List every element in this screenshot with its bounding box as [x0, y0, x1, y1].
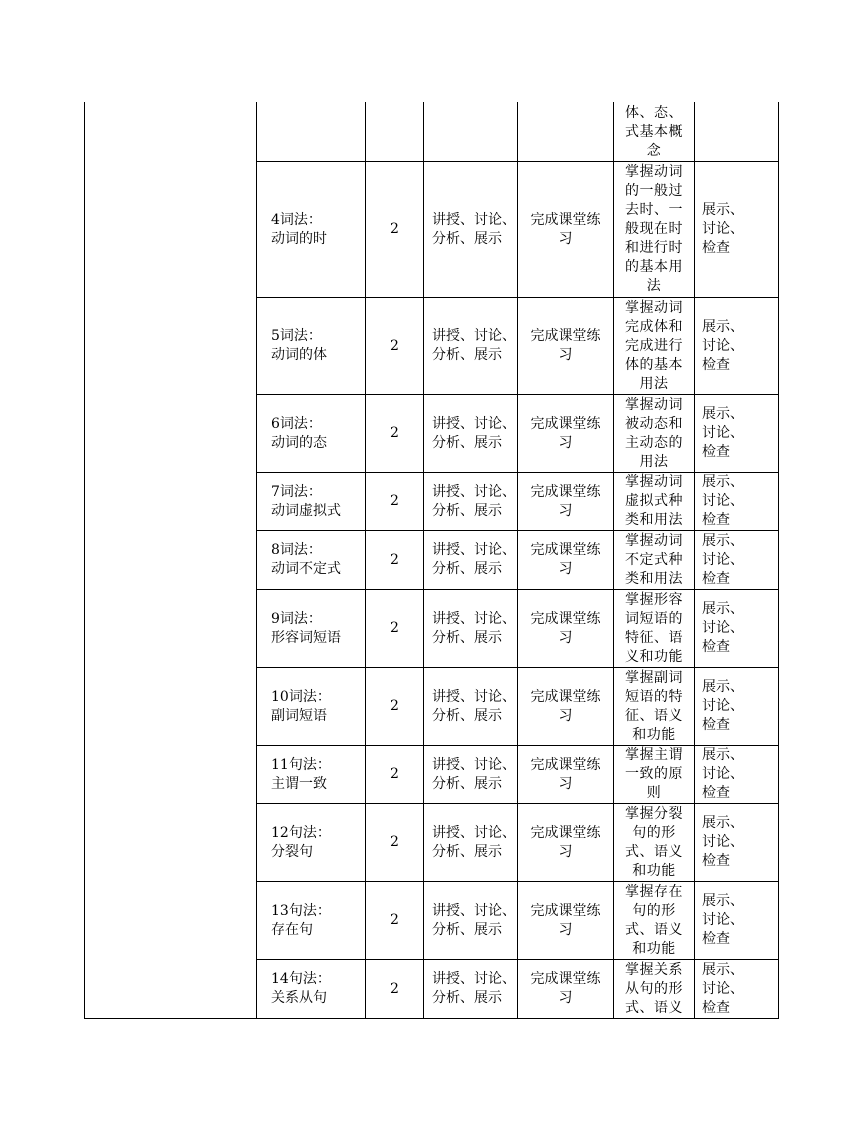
assessment-cell-line: 讨论、 — [702, 620, 744, 636]
method-cell-line: 讲授、讨论、 — [432, 483, 516, 500]
hours-cell-line: 2 — [390, 912, 399, 928]
task-cell — [518, 473, 613, 530]
method-cell-line: 分析、展示 — [432, 502, 502, 519]
assessment-cell-line: 讨论、 — [702, 766, 744, 782]
method-cell-line: 分析、展示 — [432, 921, 502, 938]
topic-cell-line: 形容词短语 — [271, 629, 341, 646]
method-cell-line: 分析、展示 — [432, 434, 502, 451]
assessment-cell-line: 讨论、 — [702, 493, 744, 509]
hours-cell — [366, 804, 423, 881]
task-cell-line: 完成课堂练 — [530, 971, 601, 987]
method-cell — [424, 804, 517, 881]
goal-cell-line: 主动态的 — [625, 434, 683, 451]
goal-cell-line: 从句的形 — [625, 980, 683, 997]
hours-cell — [366, 162, 423, 297]
task-cell-line: 习 — [558, 561, 573, 577]
assessment-cell — [695, 668, 778, 745]
assessment-cell-line: 讨论、 — [702, 834, 744, 850]
assessment-cell-line: 展示、 — [702, 601, 744, 617]
task-cell-line: 习 — [558, 707, 573, 724]
goal-cell-line: 的基本用 — [625, 259, 683, 275]
goal-cell-line: 句的形 — [632, 902, 676, 919]
syllabus-table — [84, 102, 778, 1018]
task-cell-line: 习 — [558, 347, 573, 363]
goal-cell — [614, 298, 694, 394]
method-cell-line: 分析、展示 — [432, 990, 502, 1006]
goal-cell-line: 被动态和 — [625, 415, 683, 432]
task-cell — [518, 395, 613, 472]
assessment-cell-line: 讨论、 — [702, 551, 744, 568]
task-cell-line: 习 — [558, 434, 573, 451]
topic-cell-line: 5词法： — [271, 328, 322, 344]
task-cell-line: 完成课堂练 — [530, 902, 601, 919]
hours-cell-line: 2 — [390, 980, 399, 997]
topic-cell — [257, 746, 365, 803]
goal-cell — [614, 590, 694, 667]
hours-cell-line: 2 — [390, 766, 399, 782]
method-cell-line: 分析、展示 — [432, 775, 502, 792]
method-cell — [424, 395, 517, 472]
goal-cell-line: 义和功能 — [625, 648, 683, 665]
goal-cell-line: 句的形 — [632, 824, 676, 841]
goal-cell-line: 类和用法 — [625, 570, 683, 587]
task-cell-line: 习 — [558, 629, 573, 646]
method-cell — [424, 590, 517, 667]
hours-cell-line: 2 — [390, 834, 399, 850]
goal-cell-line: 掌握副词 — [625, 669, 683, 686]
goal-cell-line: 体、态、 — [625, 104, 683, 121]
table-vertical-rule — [84, 102, 85, 1018]
assessment-cell-line: 展示、 — [702, 679, 744, 695]
task-cell-line: 习 — [558, 502, 573, 519]
goal-cell-line: 掌握主谓 — [625, 747, 683, 763]
task-cell — [518, 162, 613, 297]
topic-cell-line: 10词法： — [271, 688, 331, 705]
assessment-cell-line: 讨论、 — [702, 425, 744, 441]
task-cell-line: 完成课堂练 — [530, 688, 601, 705]
task-cell-line: 完成课堂练 — [530, 756, 601, 773]
method-cell — [424, 668, 517, 745]
assessment-cell-line: 展示、 — [702, 815, 744, 831]
goal-cell-line: 般现在时 — [625, 221, 683, 237]
topic-cell-line: 12句法： — [271, 824, 331, 841]
table-horizontal-rule — [84, 1018, 779, 1019]
assessment-cell — [695, 531, 778, 589]
task-cell-line: 完成课堂练 — [530, 824, 601, 841]
topic-cell-line: 动词虚拟式 — [271, 502, 341, 519]
hours-cell-line: 2 — [390, 425, 399, 441]
task-cell — [518, 590, 613, 667]
method-cell-line: 分析、展示 — [432, 707, 502, 724]
goal-cell-line: 掌握动词 — [625, 299, 683, 316]
method-cell-line: 讲授、讨论、 — [432, 971, 516, 987]
topic-cell-line: 动词的体 — [271, 347, 327, 363]
topic-cell — [257, 590, 365, 667]
goal-cell-line: 用法 — [639, 453, 669, 470]
topic-cell-line: 动词的态 — [271, 434, 327, 451]
hours-cell-line: 2 — [390, 698, 399, 714]
topic-cell-line: 分裂句 — [271, 843, 313, 860]
topic-cell — [257, 960, 365, 1018]
method-cell-line: 分析、展示 — [432, 347, 502, 363]
hours-cell-line: 2 — [390, 551, 399, 568]
method-cell — [424, 960, 517, 1018]
goal-cell-line: 则 — [646, 785, 662, 801]
method-cell-line: 讲授、讨论、 — [432, 415, 516, 432]
assessment-cell-line: 检查 — [702, 356, 730, 373]
assessment-cell — [695, 960, 778, 1018]
goal-cell — [614, 103, 694, 161]
assessment-cell-line: 展示、 — [702, 961, 744, 978]
goal-cell — [614, 882, 694, 959]
goal-cell-line: 完成进行 — [625, 337, 683, 354]
method-cell-line: 分析、展示 — [432, 843, 502, 860]
task-cell-line: 习 — [558, 230, 573, 247]
assessment-cell-line: 讨论、 — [702, 698, 744, 714]
method-cell-line: 讲授、讨论、 — [432, 328, 516, 344]
topic-cell — [257, 668, 365, 745]
hours-cell — [366, 473, 423, 530]
task-cell-line: 完成课堂练 — [530, 483, 601, 500]
topic-cell — [257, 531, 365, 589]
assessment-cell-line: 检查 — [702, 717, 730, 733]
goal-cell — [614, 746, 694, 803]
goal-cell — [614, 668, 694, 745]
method-cell-line: 讲授、讨论、 — [432, 902, 516, 919]
goal-cell-line: 掌握动词 — [625, 532, 683, 549]
assessment-cell — [695, 882, 778, 959]
method-cell-line: 分析、展示 — [432, 629, 502, 646]
hours-cell — [366, 668, 423, 745]
assessment-cell-line: 检查 — [702, 512, 730, 528]
assessment-cell-line: 展示、 — [702, 893, 744, 909]
assessment-cell-line: 展示、 — [702, 747, 744, 763]
assessment-cell-line: 展示、 — [702, 406, 744, 422]
method-cell — [424, 298, 517, 394]
goal-cell-line: 短语的特 — [625, 688, 683, 705]
assessment-cell-line: 检查 — [702, 639, 730, 655]
hours-cell-line: 2 — [390, 493, 399, 509]
goal-cell-line: 和进行时 — [625, 240, 683, 256]
method-cell — [424, 882, 517, 959]
method-cell-line: 讲授、讨论、 — [432, 756, 516, 773]
goal-cell-line: 虚拟式种 — [625, 493, 683, 509]
topic-cell-line: 动词不定式 — [271, 561, 341, 577]
goal-cell-line: 用法 — [639, 375, 669, 392]
goal-cell-line: 征、语义 — [625, 707, 683, 724]
goal-cell-line: 体的基本 — [625, 356, 683, 373]
goal-cell-line: 掌握动词 — [625, 164, 683, 180]
goal-cell-line: 和功能 — [632, 940, 676, 957]
assessment-cell — [695, 395, 778, 472]
topic-cell — [257, 882, 365, 959]
method-cell-line: 讲授、讨论、 — [432, 211, 516, 228]
assessment-cell-line: 展示、 — [702, 532, 744, 549]
topic-cell-line: 关系从句 — [271, 990, 327, 1006]
assessment-cell-line: 讨论、 — [702, 912, 744, 928]
topic-cell-line: 主谓一致 — [271, 775, 327, 792]
hours-cell — [366, 882, 423, 959]
goal-cell — [614, 531, 694, 589]
task-cell-line: 完成课堂练 — [530, 542, 601, 558]
assessment-cell-line: 展示、 — [702, 202, 744, 218]
method-cell-line: 讲授、讨论、 — [432, 824, 516, 841]
goal-cell-line: 和功能 — [632, 862, 676, 879]
method-cell-line: 分析、展示 — [432, 230, 502, 247]
assessment-cell-line: 检查 — [702, 570, 730, 587]
goal-cell-line: 式、语义 — [625, 843, 683, 860]
topic-cell — [257, 395, 365, 472]
topic-cell-line: 14句法： — [271, 971, 331, 987]
goal-cell-line: 式基本概 — [625, 123, 683, 140]
assessment-cell-line: 检查 — [702, 999, 730, 1016]
hours-cell-line: 2 — [390, 221, 399, 237]
assessment-cell — [695, 804, 778, 881]
goal-cell-line: 掌握存在 — [625, 883, 683, 900]
goal-cell-line: 掌握关系 — [625, 961, 683, 978]
goal-cell-line: 掌握分裂 — [625, 805, 683, 822]
task-cell-line: 完成课堂练 — [530, 610, 601, 627]
method-cell-line: 讲授、讨论、 — [432, 610, 516, 627]
assessment-cell-line: 检查 — [702, 785, 730, 801]
goal-cell-line: 式、语义 — [625, 921, 683, 938]
assessment-cell-line: 检查 — [702, 240, 730, 256]
goal-cell-line: 完成体和 — [625, 318, 683, 335]
goal-cell-line: 和功能 — [632, 726, 676, 743]
goal-cell — [614, 960, 694, 1018]
task-cell-line: 习 — [558, 990, 573, 1006]
assessment-cell-line: 展示、 — [702, 474, 744, 490]
topic-cell-line: 6词法： — [271, 415, 322, 432]
task-cell-line: 习 — [558, 775, 573, 792]
hours-cell-line: 2 — [390, 337, 399, 354]
assessment-cell-line: 讨论、 — [702, 337, 744, 354]
assessment-cell-line: 检查 — [702, 853, 730, 869]
method-cell-line: 讲授、讨论、 — [432, 542, 516, 558]
goal-cell-line: 去时、一 — [625, 202, 683, 218]
topic-cell-line: 13句法： — [271, 902, 331, 919]
topic-cell-line: 7词法： — [271, 483, 322, 500]
assessment-cell-line: 检查 — [702, 444, 730, 460]
topic-cell-line: 8词法： — [271, 542, 322, 558]
topic-cell-line: 4词法： — [271, 211, 322, 228]
task-cell — [518, 882, 613, 959]
goal-cell — [614, 473, 694, 530]
task-cell-line: 完成课堂练 — [530, 211, 601, 228]
goal-cell-line: 掌握动词 — [625, 474, 683, 490]
goal-cell-line: 念 — [646, 142, 662, 159]
assessment-cell — [695, 162, 778, 297]
method-cell-line: 讲授、讨论、 — [432, 688, 516, 705]
topic-cell-line: 动词的时 — [271, 230, 327, 247]
goal-cell — [614, 804, 694, 881]
method-cell — [424, 162, 517, 297]
goal-cell-line: 特征、语 — [625, 629, 683, 646]
hours-cell — [366, 960, 423, 1018]
goal-cell — [614, 395, 694, 472]
goal-cell-line: 法 — [646, 278, 662, 294]
assessment-cell-line: 检查 — [702, 931, 730, 947]
task-cell-line: 习 — [558, 921, 573, 938]
assessment-cell-line: 讨论、 — [702, 980, 744, 997]
method-cell-line: 分析、展示 — [432, 561, 502, 577]
assessment-cell — [695, 590, 778, 667]
hours-cell — [366, 590, 423, 667]
assessment-cell — [695, 473, 778, 530]
goal-cell — [614, 162, 694, 297]
topic-cell-line: 副词短语 — [271, 707, 327, 724]
task-cell — [518, 298, 613, 394]
hours-cell-line: 2 — [390, 620, 399, 636]
goal-cell-line: 式、语义 — [625, 999, 683, 1016]
hours-cell — [366, 746, 423, 803]
method-cell — [424, 746, 517, 803]
goal-cell-line: 类和用法 — [625, 512, 683, 528]
goal-cell-line: 掌握动词 — [625, 396, 683, 413]
topic-cell — [257, 804, 365, 881]
goal-cell-line: 掌握形容 — [625, 591, 683, 608]
assessment-cell — [695, 746, 778, 803]
topic-cell — [257, 298, 365, 394]
topic-cell-line: 11句法： — [271, 756, 331, 773]
goal-cell-line: 的一般过 — [625, 183, 683, 199]
task-cell-line: 完成课堂练 — [530, 415, 601, 432]
assessment-cell-line: 展示、 — [702, 318, 744, 335]
task-cell-line: 完成课堂练 — [530, 328, 601, 344]
topic-cell — [257, 162, 365, 297]
task-cell — [518, 804, 613, 881]
task-cell — [518, 668, 613, 745]
hours-cell — [366, 531, 423, 589]
method-cell — [424, 531, 517, 589]
task-cell — [518, 960, 613, 1018]
assessment-cell-line: 讨论、 — [702, 221, 744, 237]
method-cell — [424, 473, 517, 530]
goal-cell-line: 不定式种 — [625, 551, 683, 568]
topic-cell-line: 存在句 — [271, 921, 313, 938]
topic-cell-line: 9词法： — [271, 610, 322, 627]
task-cell — [518, 531, 613, 589]
assessment-cell — [695, 298, 778, 394]
topic-cell — [257, 473, 365, 530]
goal-cell-line: 一致的原 — [625, 766, 683, 782]
task-cell — [518, 746, 613, 803]
task-cell-line: 习 — [558, 843, 573, 860]
hours-cell — [366, 395, 423, 472]
hours-cell — [366, 298, 423, 394]
goal-cell-line: 词短语的 — [625, 610, 683, 627]
